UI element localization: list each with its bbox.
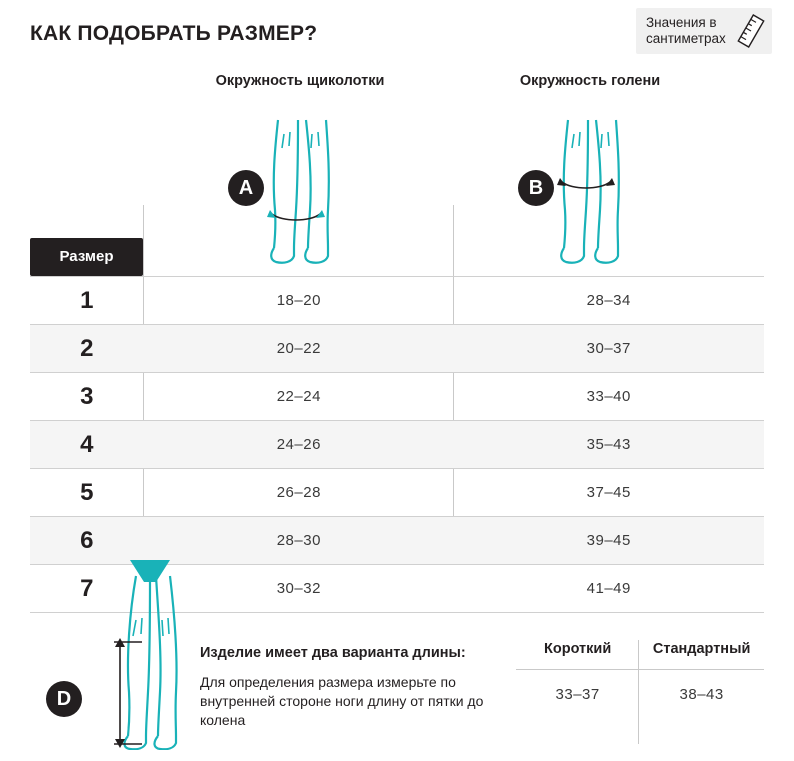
ruler-icon <box>736 14 766 48</box>
table-row <box>30 469 764 517</box>
cell-ankle: 18–20 <box>144 277 453 325</box>
length-table <box>516 640 764 718</box>
cell-ankle: 20–22 <box>144 325 453 373</box>
column-heading-calf: Окружность голени <box>519 73 661 89</box>
length-header-short: Короткий <box>544 641 612 657</box>
cell-size: 5 <box>30 469 144 517</box>
table-row <box>30 421 764 469</box>
legs-illustration-calf <box>538 118 646 266</box>
length-table-row <box>516 670 764 719</box>
cell-size: 7 <box>30 565 144 613</box>
units-badge-label: Значения в сантиметрах <box>646 15 726 46</box>
cell-calf: 37–45 <box>454 469 764 517</box>
cell-ankle: 28–30 <box>144 517 453 565</box>
cell-ankle: 22–24 <box>144 373 453 421</box>
length-description <box>200 645 510 730</box>
length-description-lead: Изделие имеет два варианта длины: <box>200 645 466 661</box>
cell-calf: 35–43 <box>454 421 764 469</box>
cell-calf: 33–40 <box>454 373 764 421</box>
units-badge <box>636 8 772 54</box>
cell-ankle: 24–26 <box>144 421 453 469</box>
cell-size: 4 <box>30 421 144 469</box>
cell-size: 3 <box>30 373 144 421</box>
table-row <box>30 517 764 565</box>
cell-calf: 28–34 <box>454 277 764 325</box>
cell-ankle: 26–28 <box>144 469 453 517</box>
cell-calf: 39–45 <box>454 517 764 565</box>
marker-d: D <box>46 681 82 717</box>
cell-ankle: 30–32 <box>144 565 453 613</box>
column-heading-ankle: Окружность щиколотки <box>215 73 385 89</box>
marker-a: A <box>228 170 264 206</box>
cell-calf: 41–49 <box>454 565 764 613</box>
length-description-body: Для определения размера измерьте по внутренней стороне ноги длину от пятки до колена <box>200 674 484 728</box>
cell-size: 1 <box>30 277 144 325</box>
length-table-divider <box>638 640 639 744</box>
legs-illustration-ankle <box>248 118 356 266</box>
size-column-badge: Размер <box>30 238 143 276</box>
table-row <box>30 325 764 373</box>
page-title: КАК ПОДОБРАТЬ РАЗМЕР? <box>30 22 318 45</box>
length-header-standard: Стандартный <box>652 641 751 657</box>
cell-calf: 30–37 <box>454 325 764 373</box>
table-row <box>30 277 764 325</box>
marker-b: B <box>518 170 554 206</box>
length-table-header-row <box>516 640 764 670</box>
length-value-standard: 38–43 <box>639 670 764 719</box>
cell-size: 2 <box>30 325 144 373</box>
length-value-short: 33–37 <box>516 670 639 719</box>
table-row <box>30 373 764 421</box>
legs-illustration-length <box>96 560 208 750</box>
cell-size: 6 <box>30 517 144 565</box>
